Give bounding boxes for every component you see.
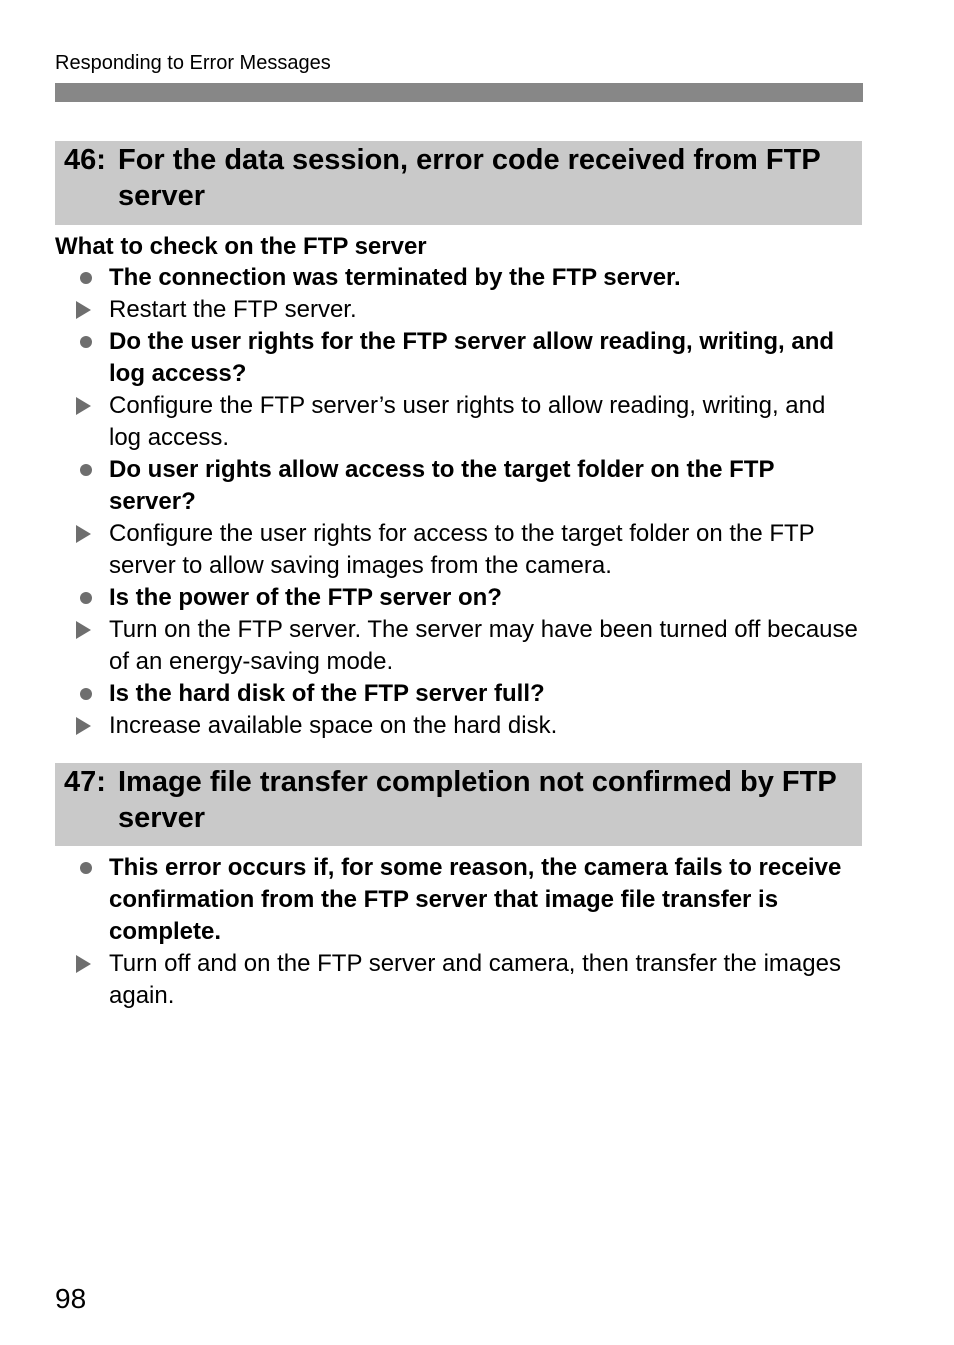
item-text: Is the power of the FTP server on? (109, 584, 502, 611)
checklist-47 (0, 852, 954, 1012)
section-heading-46 (55, 141, 862, 225)
list-item (0, 294, 859, 326)
item-text: Do the user rights for the FTP server allow reading, writing, and log access? (109, 328, 835, 387)
list-item (0, 262, 859, 294)
list-item (0, 948, 859, 1012)
item-text: Do user rights allow access to the target folder on the FTP server? (109, 456, 775, 515)
list-item (0, 454, 859, 518)
bullet-dot-icon (80, 336, 92, 348)
checklist-46 (0, 262, 954, 742)
list-item (0, 678, 859, 710)
list-item (0, 852, 859, 948)
bullet-dot-icon (80, 272, 92, 284)
arrow-right-icon (76, 955, 91, 973)
item-text: Configure the user rights for access to the target folder on the FTP server to allow saving images from the camera. (109, 520, 815, 579)
bullet-dot-icon (80, 592, 92, 604)
list-item (0, 614, 859, 678)
header-bar (55, 83, 863, 102)
item-text: Restart the FTP server. (109, 296, 357, 323)
item-text: Is the hard disk of the FTP server full? (109, 680, 545, 707)
section-number: 46: (64, 144, 106, 176)
list-item (0, 326, 859, 390)
section-title: For the data session, error code received from FTP server (118, 144, 821, 212)
list-item (0, 710, 859, 742)
list-item (0, 582, 859, 614)
arrow-right-icon (76, 525, 91, 543)
section-heading-47 (55, 763, 862, 846)
list-item (0, 390, 859, 454)
item-text: This error occurs if, for some reason, the camera fails to receive confirmation from the FTP server that image file transfer is complete. (109, 854, 842, 945)
bullet-dot-icon (80, 862, 92, 874)
list-item (0, 518, 859, 582)
arrow-right-icon (76, 621, 91, 639)
bullet-dot-icon (80, 688, 92, 700)
section-number: 47: (64, 766, 106, 798)
section-title: Image file transfer completion not confirmed by FTP server (118, 766, 837, 834)
arrow-right-icon (76, 301, 91, 319)
bullet-dot-icon (80, 464, 92, 476)
check-subheading: What to check on the FTP server (55, 233, 427, 260)
item-text: Configure the FTP server’s user rights to allow reading, writing, and log access. (109, 392, 826, 451)
item-text: Increase available space on the hard disk. (109, 712, 558, 739)
arrow-right-icon (76, 717, 91, 735)
running-head: Responding to Error Messages (55, 52, 331, 74)
item-text: The connection was terminated by the FTP server. (109, 264, 681, 291)
item-text: Turn off and on the FTP server and camera, then transfer the images again. (109, 950, 841, 1009)
item-text: Turn on the FTP server. The server may have been turned off because of an energy-saving mode. (109, 616, 858, 675)
page-number: 98 (55, 1283, 87, 1314)
arrow-right-icon (76, 397, 91, 415)
